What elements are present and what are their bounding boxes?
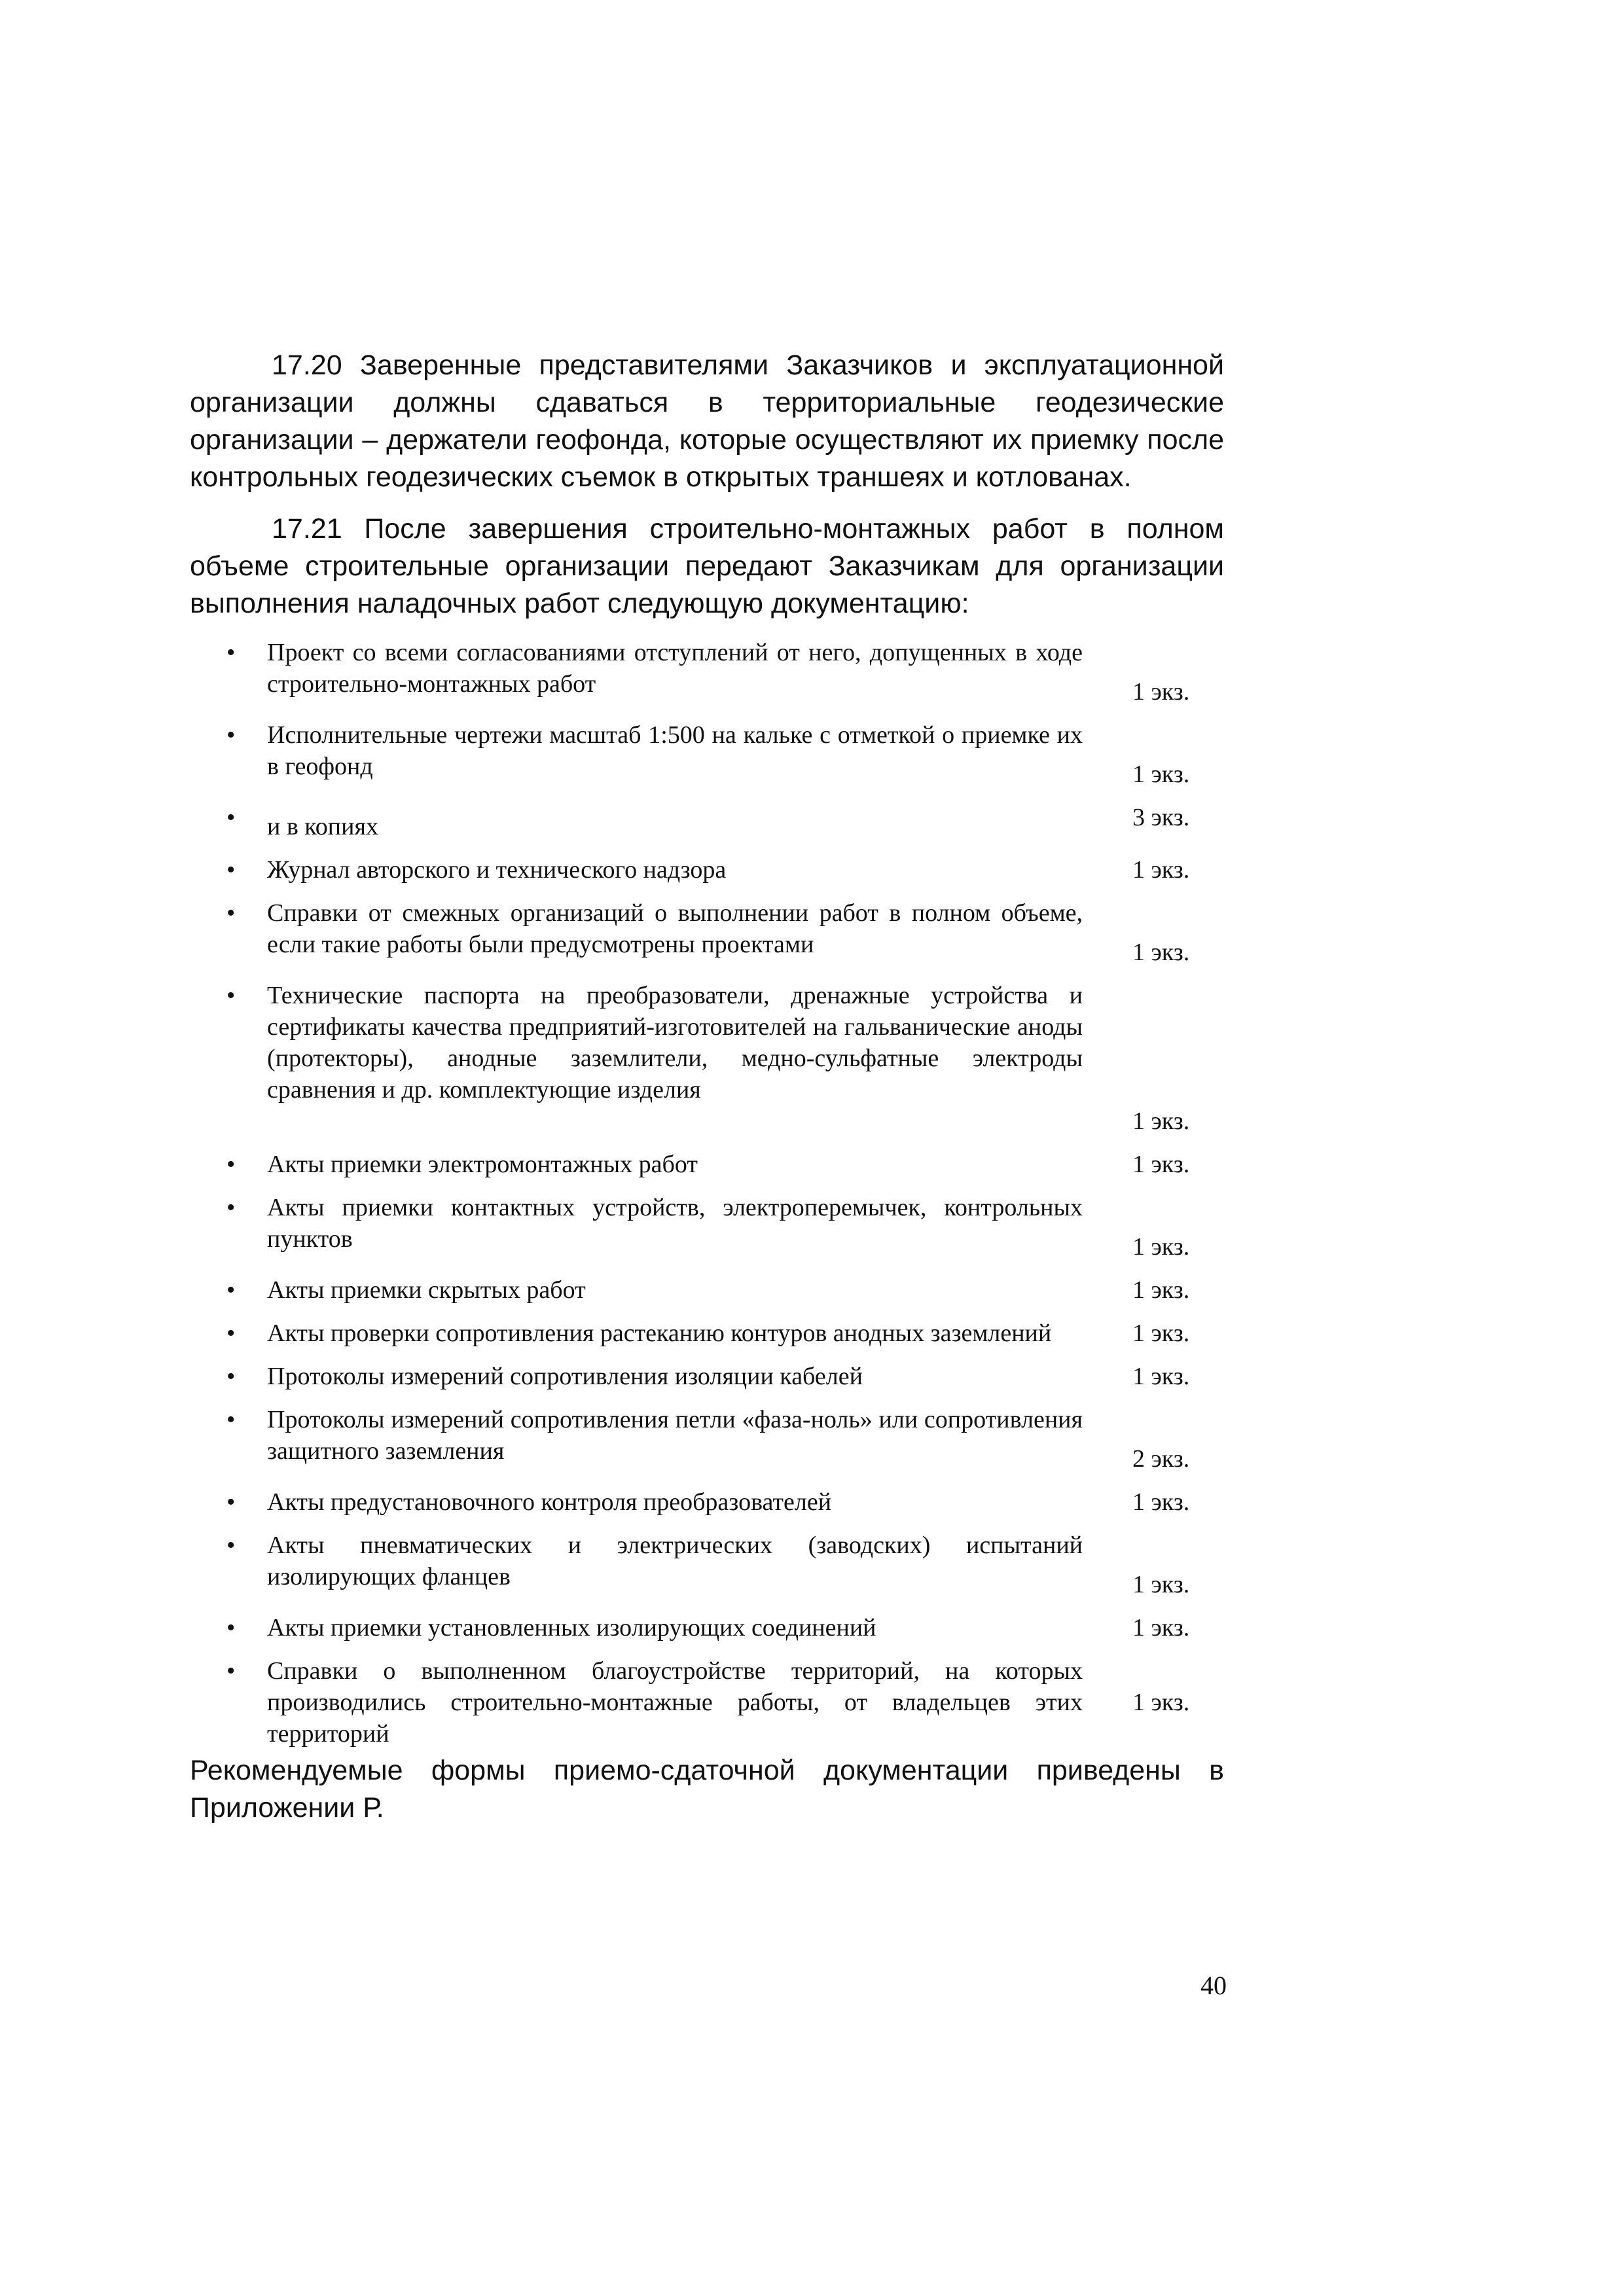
bullet-icon: • [226, 1194, 236, 1221]
list-item-text: Акты приемки установленных изолирующих соединений [267, 1614, 876, 1641]
bullet-icon: • [226, 721, 236, 749]
list-item-quantity: 1 экз. [1132, 1571, 1190, 1598]
list-item-text: и в копиях [267, 813, 378, 840]
list-item [190, 1612, 1224, 1643]
list-item-text: Акты приемки скрытых работ [267, 1276, 586, 1304]
list-item-quantity: 1 экз. [1132, 1233, 1190, 1261]
bullet-icon: • [226, 1363, 236, 1390]
list-item-quantity: 1 экз. [1132, 761, 1190, 788]
list-item [190, 1361, 1224, 1392]
bullet-icon: • [226, 1488, 236, 1516]
list-item-quantity: 1 экз. [1132, 856, 1190, 884]
bullet-icon: • [226, 899, 236, 927]
bullet-icon: • [226, 639, 236, 666]
list-item-text: Акты предустановочного контроля преобразователей [267, 1488, 832, 1516]
list-item [190, 1192, 1224, 1263]
paragraph-17-21: 17.21 После завершения строительно-монтажных работ в полном объеме строительные организации передают Заказчикам для организации выполнения наладочных работ следующую документацию: [190, 513, 1224, 619]
list-item [190, 1149, 1224, 1180]
list-item-text: Журнал авторского и технического надзора [267, 856, 727, 884]
list-item-quantity: 1 экз. [1132, 939, 1190, 966]
list-item [190, 1486, 1224, 1518]
list-item-text: Акты приемки электромонтажных работ [267, 1151, 698, 1178]
list-item-text: Проект со всеми согласованиями отступлений от него, допущенных в ходе строительно-монтажных работ [267, 639, 1083, 698]
list-item [190, 637, 1224, 708]
bullet-icon: • [226, 1319, 236, 1347]
list-item-quantity: 1 экз. [1132, 1363, 1190, 1390]
list-item [190, 854, 1224, 886]
bullet-icon: • [226, 1532, 236, 1559]
list-item-text: Акты проверки сопротивления растеканию контуров анодных заземлений [267, 1319, 1052, 1347]
list-item-text: Акты пневматических и электрических (заводских) испытаний изолирующих фланцев [267, 1532, 1083, 1590]
list-item-text: Протоколы измерений сопротивления изоляции кабелей [267, 1363, 863, 1390]
list-item-text: Справки о выполненном благоустройстве территорий, на которых производились строительно-монтажные работы, от владельцев этих территорий [267, 1657, 1083, 1748]
list-item-text: Исполнительные чертежи масштаб 1:500 на кальке с отметкой о приемке их в геофонд [267, 721, 1083, 780]
list-item-quantity: 2 экз. [1132, 1445, 1190, 1473]
list-item [190, 1274, 1224, 1306]
list-item-quantity: 1 экз. [1132, 1488, 1190, 1516]
bullet-icon: • [226, 856, 236, 884]
list-item [190, 980, 1224, 1137]
list-item-text: Протоколы измерений сопротивления петли «фаза-ноль» или сопротивления защитного заземления [267, 1406, 1083, 1465]
closing-paragraph: Рекомендуемые формы приемо-сдаточной документации приведены в Приложении Р. [190, 1755, 1224, 1823]
document-list [190, 637, 1224, 1749]
bullet-icon: • [226, 1657, 236, 1685]
list-item-quantity: 1 экз. [1132, 1689, 1190, 1716]
list-item-text: Справки от смежных организаций о выполнении работ в полном объеме, если такие работы были предусмотрены проектами [267, 899, 1083, 958]
paragraph-17-20: 17.20 Заверенные представителями Заказчиков и эксплуатационной организации должны сдаваться в территориальные геодезические организации – держатели геофонда, которые осуществляют их приемку после контрольных геодезических съемок в открытых траншеях и котлованах. [190, 350, 1224, 493]
list-item [190, 1530, 1224, 1600]
list-item [190, 719, 1224, 790]
list-item [190, 1404, 1224, 1475]
bullet-icon: • [226, 1276, 236, 1304]
bullet-icon: • [226, 1406, 236, 1433]
bullet-icon: • [226, 1151, 236, 1178]
list-item [190, 897, 1224, 968]
list-item [190, 1655, 1224, 1749]
list-item-quantity: 1 экз. [1132, 1107, 1190, 1135]
page-content [190, 347, 1224, 1827]
bullet-icon: • [226, 804, 236, 831]
bullet-icon: • [226, 1614, 236, 1641]
page-number: 40 [1200, 1971, 1227, 2000]
list-item-quantity: 1 экз. [1132, 678, 1190, 706]
list-item [190, 1318, 1224, 1349]
list-item-text: Технические паспорта на преобразователи, дренажные устройства и сертификаты качества предприятий-изготовителей на гальванические аноды (протекторы), анодные заземлители, медно-сульфатные электроды сравнения и др. комплектующие изделия [267, 982, 1083, 1103]
list-item-quantity: 3 экз. [1132, 804, 1190, 831]
list-item-quantity: 1 экз. [1132, 1614, 1190, 1641]
list-item [190, 802, 1224, 842]
list-item-quantity: 1 экз. [1132, 1151, 1190, 1178]
list-item-quantity: 1 экз. [1132, 1276, 1190, 1304]
list-item-quantity: 1 экз. [1132, 1319, 1190, 1347]
bullet-icon: • [226, 982, 236, 1009]
list-item-text: Акты приемки контактных устройств, электроперемычек, контрольных пунктов [267, 1194, 1083, 1253]
